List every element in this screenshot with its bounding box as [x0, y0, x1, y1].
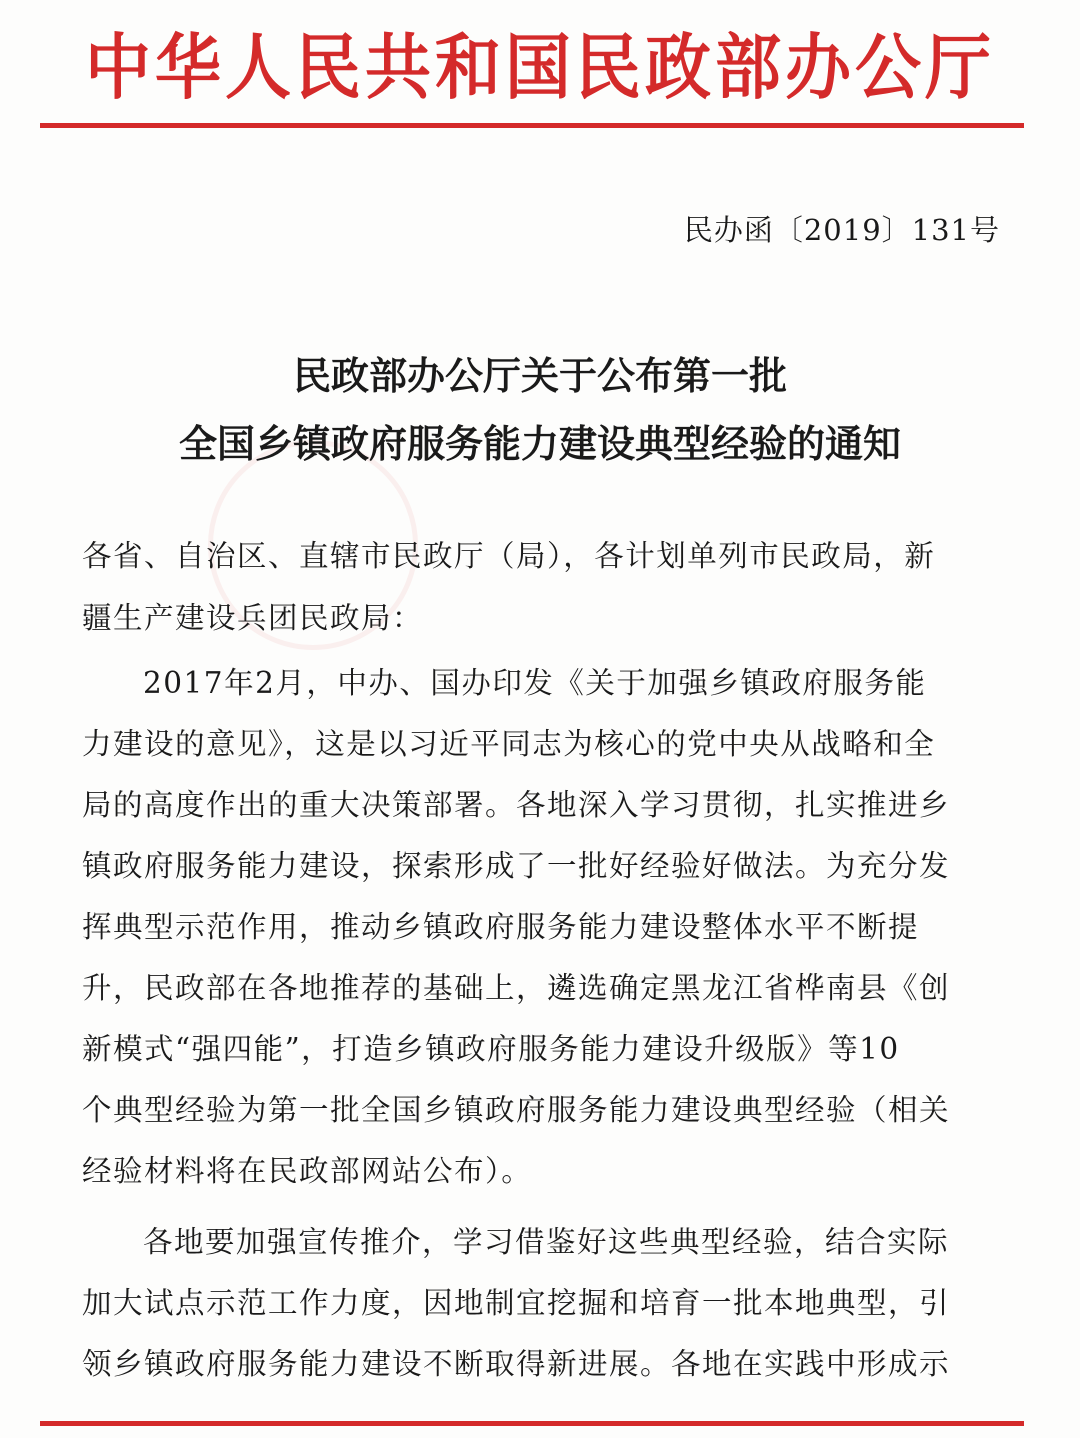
document-body	[82, 528, 1002, 1398]
paragraph-1-line: 2017年2月，中办、国办印发《关于加强乡镇政府服务能	[143, 666, 927, 700]
paragraph-1-line: 新模式“强四能”，打造乡镇政府服务能力建设升级版》等10	[82, 1032, 900, 1066]
letterhead-red-rule	[40, 123, 1024, 128]
addressee-line: 疆生产建设兵团民政局：	[82, 601, 424, 635]
paragraph-1-line: 个典型经验为第一批全国乡镇政府服务能力建设典型经验（相关	[82, 1093, 951, 1127]
paragraph-1-line: 镇政府服务能力建设，探索形成了一批好经验好做法。为充分发	[82, 849, 951, 883]
paragraph-1-line: 局的高度作出的重大决策部署。各地深入学习贯彻，扎实推进乡	[82, 788, 951, 822]
bottom-red-rule	[40, 1421, 1024, 1426]
paragraph-2-line: 各地要加强宣传推介，学习借鉴好这些典型经验，结合实际	[143, 1225, 950, 1259]
paragraph-1-line: 升，民政部在各地推荐的基础上，遴选确定黑龙江省桦南县《创	[82, 971, 951, 1005]
paragraph-1-line: 经验材料将在民政部网站公布）。	[82, 1154, 533, 1188]
document-title-line-2: 全国乡镇政府服务能力建设典型经验的通知	[178, 422, 901, 466]
paragraph-2-line: 领乡镇政府服务能力建设不断取得新进展。各地在实践中形成示	[82, 1347, 951, 1381]
letterhead-org-name: 中华人民共和国民政部办公厅	[85, 25, 995, 110]
paragraph-1-line: 挥典型示范作用，推动乡镇政府服务能力建设整体水平不断提	[82, 910, 920, 944]
paragraph-2-line: 加大试点示范工作力度，因地制宜挖掘和培育一批本地典型，引	[82, 1286, 951, 1320]
document-number: 民办函〔2019〕131号	[683, 213, 1000, 247]
paragraph-1-line: 力建设的意见》，这是以习近平同志为核心的党中央从战略和全	[82, 727, 936, 761]
document-title-line-1: 民政部办公厅关于公布第一批	[292, 354, 787, 398]
addressee-line: 各省、自治区、直辖市民政厅（局），各计划单列市民政局，新	[82, 539, 936, 573]
